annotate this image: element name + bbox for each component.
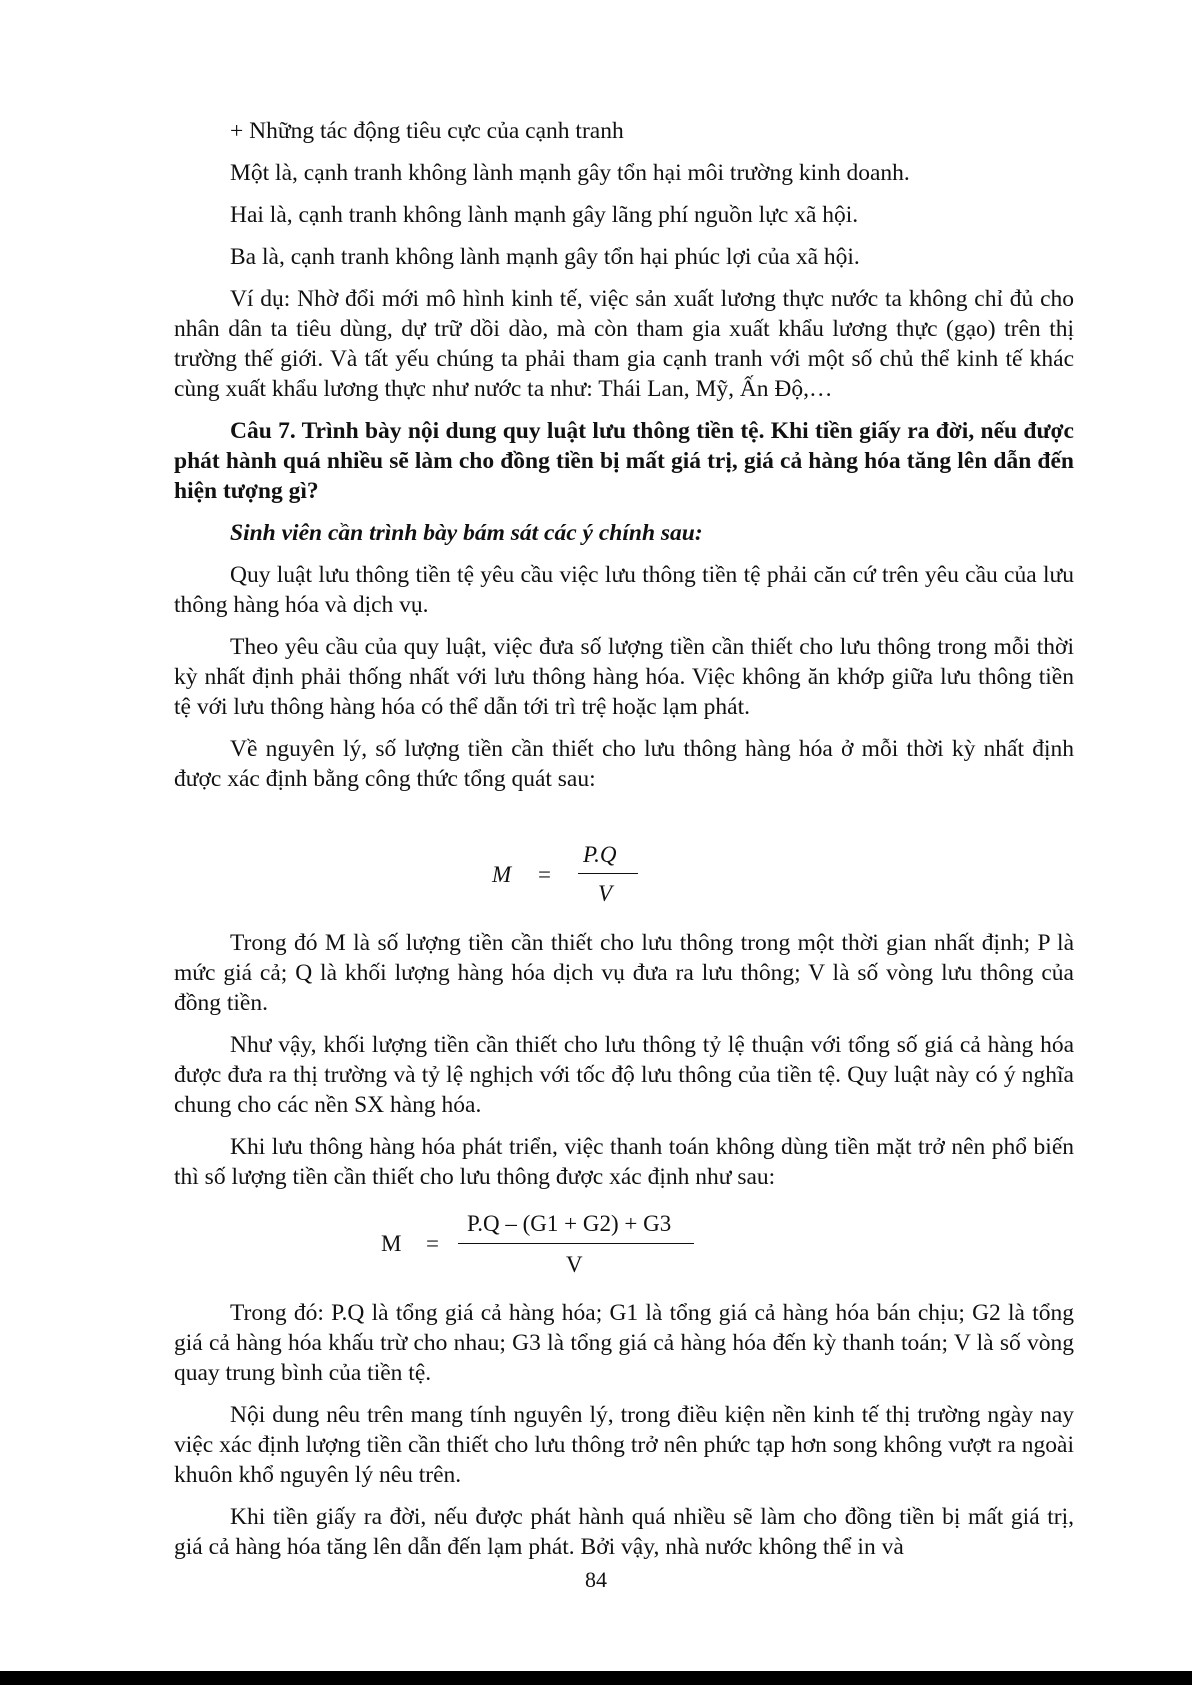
formula1-equals: = <box>538 862 551 887</box>
page-number: 84 <box>585 1567 607 1592</box>
law-intro-paragraph: Quy luật lưu thông tiền tệ yêu cầu việc lưu thông tiền tệ phải căn cứ trên yêu cầu của lưu thông hàng hóa và dịch vụ. <box>174 562 1074 618</box>
formula1-fraction-bar <box>578 873 638 874</box>
formula1-numerator: P.Q <box>583 842 617 867</box>
formula2-numerator: P.Q – (G1 + G2) + G3 <box>467 1211 672 1236</box>
scan-bottom-border <box>0 1671 1192 1685</box>
paragraph-three: Ba là, cạnh tranh không lành mạnh gây tổn hại phúc lợi của xã hội. <box>230 244 860 270</box>
formula2-denominator: V <box>566 1252 583 1277</box>
formula1-denominator: V <box>598 881 613 906</box>
formula2-lhs: M <box>381 1231 402 1256</box>
text-block-bottom <box>174 1298 1074 1562</box>
noncash-paragraph: Khi lưu thông hàng hóa phát triển, việc thanh toán không dùng tiền mặt trở nên phổ biến thì số lượng tiền cần thiết cho lưu thông được xác định như sau: <box>174 1134 1074 1190</box>
complex-paragraph: Nội dung nêu trên mang tính nguyên lý, trong điều kiện nền kinh tế thị trường ngày nay việc xác định lượng tiền cần thiết cho lưu thông trở nên phức tạp hơn song không vượt ra ngoài khuôn khổ nguyên lý nêu trên. <box>174 1402 1074 1488</box>
law-requirement-paragraph: Theo yêu cầu của quy luật, việc đưa số lượng tiền cần thiết cho lưu thông trong mỗi thời kỳ nhất định phải thống nhất với lưu thông hàng hóa. Việc không ăn khớp giữa lưu thông tiền tệ với lưu thông hàng hóa có thể dẫn tới trì trệ hoặc lạm phát. <box>174 634 1074 720</box>
paragraph-one: Một là, cạnh tranh không lành mạnh gây tổn hại môi trường kinh doanh. <box>230 160 910 186</box>
formula2-fraction-bar <box>458 1243 694 1244</box>
text-block-top <box>174 116 1074 794</box>
formula2-equals: = <box>426 1231 439 1256</box>
text-block-middle <box>174 928 1074 1192</box>
negative-effects-heading: + Những tác động tiêu cực của cạnh tranh <box>230 118 624 144</box>
proportional-paragraph: Như vậy, khối lượng tiền cần thiết cho lưu thông tỷ lệ thuận với tổng số giá cả hàng hóa được đưa ra thị trường và tỷ lệ nghịch với tốc độ lưu thông của tiền tệ. Quy luật này có ý nghĩa chung cho các nền SX hàng hóa. <box>174 1032 1074 1118</box>
where1-paragraph: Trong đó M là số lượng tiền cần thiết cho lưu thông trong một thời gian nhất định; P là mức giá cả; Q là khối lượng hàng hóa dịch vụ đưa ra lưu thông; V là số vòng lưu thông của đồng tiền. <box>174 930 1074 1016</box>
instruction-line: Sinh viên cần trình bày bám sát các ý chính sau: <box>230 520 703 546</box>
principle-paragraph: Về nguyên lý, số lượng tiền cần thiết cho lưu thông hàng hóa ở mỗi thời kỳ nhất định được xác định bằng công thức tổng quát sau: <box>174 736 1074 792</box>
paragraph-two: Hai là, cạnh tranh không lành mạnh gây lãng phí nguồn lực xã hội. <box>230 202 859 228</box>
paper-money-paragraph: Khi tiền giấy ra đời, nếu được phát hành quá nhiều sẽ làm cho đồng tiền bị mất giá trị, giá cả hàng hóa tăng lên dẫn đến lạm phát. Bởi vậy, nhà nước không thể in và <box>174 1504 1074 1560</box>
example-paragraph: Ví dụ: Nhờ đổi mới mô hình kinh tế, việc sản xuất lương thực nước ta không chỉ đủ cho nhân dân ta tiêu dùng, dự trữ dồi dào, mà còn tham gia xuất khẩu lương thực (gạo) trên thị trường thế giới. Và tất yếu chúng ta phải tham gia cạnh tranh với một số chủ thể kinh tế khác cùng xuất khẩu lương thực như nước ta như: Thái Lan, Mỹ, Ấn Độ,… <box>174 286 1074 402</box>
question-heading: Câu 7. Trình bày nội dung quy luật lưu thông tiền tệ. Khi tiền giấy ra đời, nếu được phát hành quá nhiều sẽ làm cho đồng tiền bị mất giá trị, giá cả hàng hóa tăng lên dẫn đến hiện tượng gì? <box>174 418 1074 504</box>
formula1-lhs: M <box>492 862 512 887</box>
where2-paragraph: Trong đó: P.Q là tổng giá cả hàng hóa; G1 là tổng giá cả hàng hóa bán chịu; G2 là tổng giá cả hàng hóa khấu trừ cho nhau; G3 là tổng giá cả hàng hóa đến kỳ thanh toán; V là số vòng quay trung bình của tiền tệ. <box>174 1300 1074 1386</box>
